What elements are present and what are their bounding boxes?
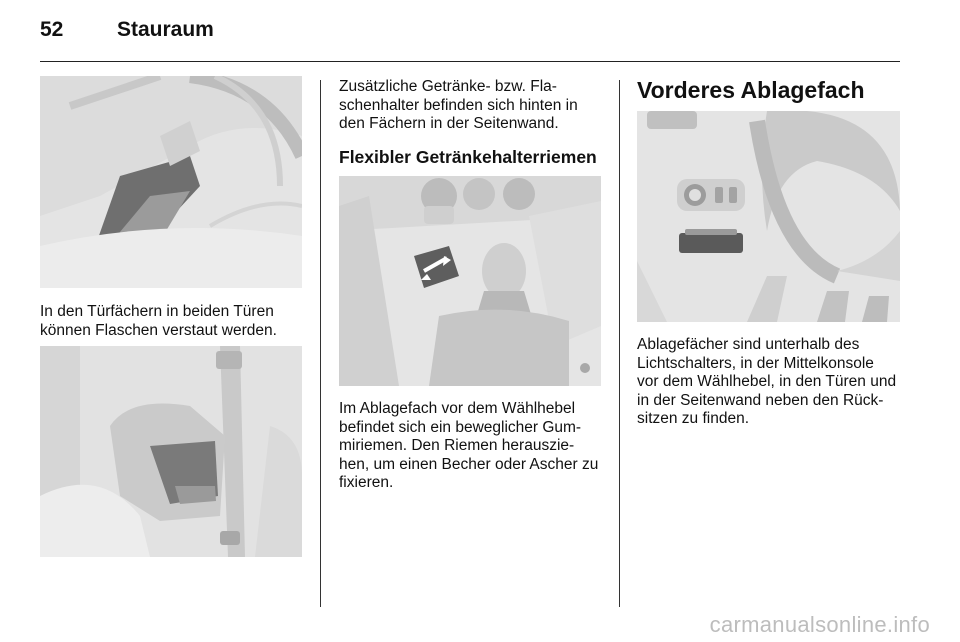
header-rule: [40, 61, 900, 62]
front-storage-text: [637, 336, 912, 429]
text-line: miriemen. Den Riemen herauszie-: [339, 437, 575, 454]
page-heading: Stauraum: [117, 18, 214, 41]
text-line: hen, um einen Becher oder Ascher zu: [339, 455, 599, 473]
text-line: schenhalter befinden sich hinten in: [339, 96, 578, 114]
text-line: in der Seitenwand neben den Rück-: [637, 391, 884, 409]
text-line: sitzen zu finden.: [637, 410, 750, 427]
door-pocket-illustration: [40, 76, 302, 288]
text-line: können Flaschen verstaut werden.: [40, 321, 277, 339]
text-line: befindet sich ein beweglicher Gum-: [339, 418, 582, 436]
text-line: Zusätzliche Getränke- bzw. Fla-: [339, 78, 557, 95]
bottle-holder-intro-text: [339, 78, 609, 134]
front-storage-heading: Vorderes Ablagefach: [637, 77, 865, 103]
text-line: fixieren.: [339, 474, 394, 491]
text-line: In den Türfächern in beiden Türen: [40, 303, 274, 320]
text-line: Im Ablagefach vor dem Wählhebel: [339, 400, 576, 417]
text-line: Ablagefächer sind unterhalb des: [637, 336, 860, 353]
text-line: vor dem Wählhebel, in den Türen und: [637, 373, 897, 390]
cup-holder-strap-illustration: [339, 176, 601, 386]
page-number: 52: [40, 18, 64, 41]
door-pocket-text: [40, 303, 310, 340]
cup-holder-strap-text: [339, 400, 614, 493]
watermark: carmanualsonline.info: [709, 612, 930, 637]
front-storage-illustration: [637, 111, 900, 322]
text-line: Lichtschalters, in der Mittelkonsole: [637, 354, 874, 372]
column-divider-left: [320, 80, 321, 607]
rear-side-pocket-illustration: [40, 346, 302, 557]
cup-holder-strap-heading: Flexibler Getränkehalterriemen: [339, 147, 597, 167]
column-divider-right: [619, 80, 620, 607]
text-line: den Fächern in der Seitenwand.: [339, 115, 559, 132]
